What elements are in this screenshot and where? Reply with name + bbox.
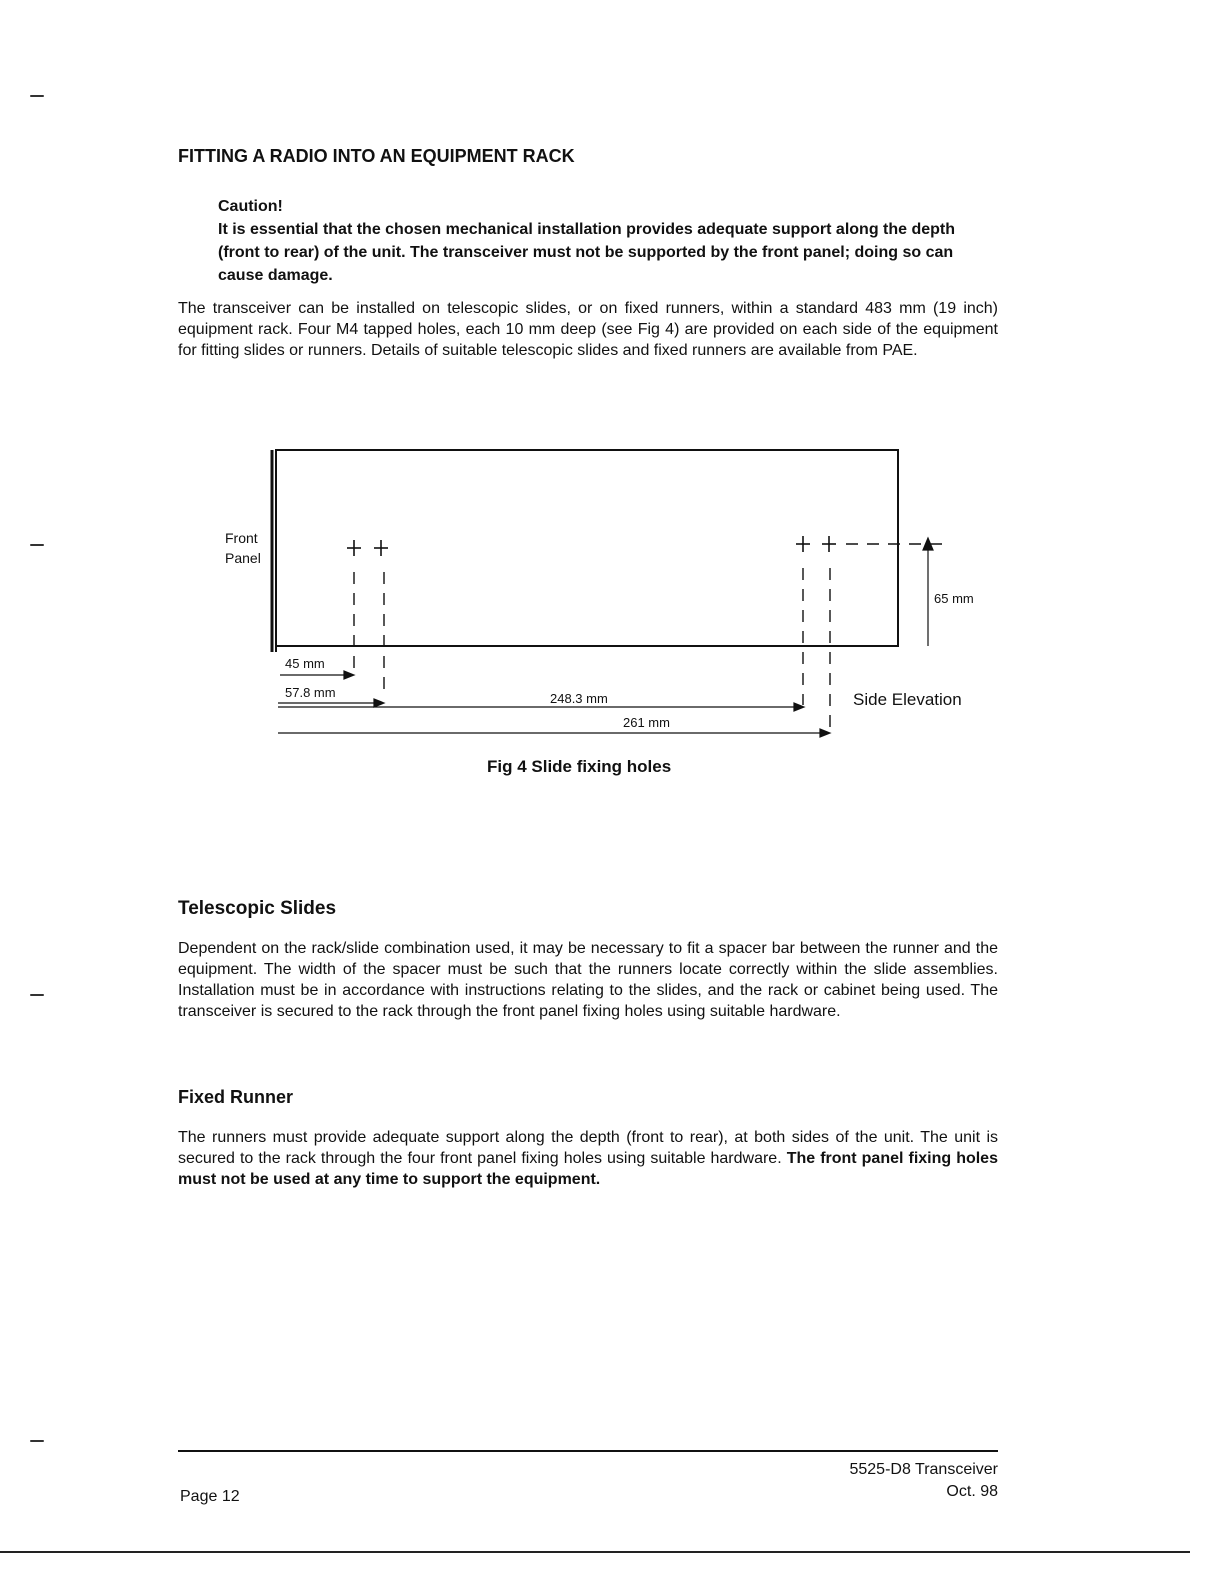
slide-fixing-diagram (0, 430, 1224, 790)
front-label: Front (225, 530, 258, 546)
dim-label-65: 65 mm (934, 591, 974, 606)
fixed-runner-paragraph (178, 1127, 998, 1190)
scan-mark (30, 994, 44, 996)
footer-page: Page 12 (180, 1488, 240, 1505)
scan-mark (30, 95, 44, 97)
side-elevation-label: Side Elevation (853, 690, 962, 709)
dim-label-578: 57.8 mm (285, 685, 336, 700)
fixing-hole-4 (822, 536, 836, 552)
figure-caption: Fig 4 Slide fixing holes (487, 757, 672, 776)
scan-bottom-edge (0, 1551, 1190, 1553)
page-title: FITTING A RADIO INTO AN EQUIPMENT RACK (178, 146, 575, 166)
dim-label-261: 261 mm (623, 715, 670, 730)
intro-paragraph: The transceiver can be installed on telescopic slides, or on fixed runners, within a standard 483 mm (19 inch) equipment rack. Four M4 tapped holes, each 10 mm deep (see Fig 4) are provided on each side of the equipment for fitting slides or runners. Details of suitable telescopic slides and fixed runners are available from PAE. (178, 300, 998, 359)
dim-arrow-261 (820, 729, 830, 737)
footer-rule (178, 1450, 998, 1452)
dim-arrow-45 (344, 671, 354, 679)
dim-label-2483: 248.3 mm (550, 691, 608, 706)
panel-label: Panel (225, 550, 261, 566)
footer-date: Oct. 98 (946, 1483, 998, 1500)
fixing-hole-1 (347, 540, 361, 556)
footer-product: 5525-D8 Transceiver (849, 1461, 998, 1478)
fixed-runner-text: The runners must provide adequate support along the depth (front to rear), at both sides of the unit. The unit is secured to the rack through the four front panel fixing holes using suitable hardware. (178, 1129, 998, 1167)
caution-text: It is essential that the chosen mechanical installation provides adequate support along the depth (front to rear) of the unit. The transceiver must not be supported by the front panel; doing so can cause damage. (218, 221, 956, 284)
telescopic-heading: Telescopic Slides (178, 898, 337, 919)
fixing-hole-3 (796, 536, 810, 552)
fixed-runner-heading: Fixed Runner (178, 1087, 294, 1107)
caution-block (218, 195, 998, 287)
telescopic-paragraph: Dependent on the rack/slide combination used, it may be necessary to fit a spacer bar between the runner and the equipment. The width of the spacer must be such that the runners locate correctly within the slide assemblies. Installation must be in accordance with instructions relating to the slides, and the rack or cabinet being used. The transceiver is secured to the rack through the front panel fixing holes using suitable hardware. (178, 940, 998, 1020)
caution-label: Caution! (218, 198, 283, 215)
dim-label-45: 45 mm (285, 656, 325, 671)
fixed-runner-warning: The front panel fixing holes must not be used at any time to support the equipment. (178, 1150, 998, 1188)
fixing-hole-2 (374, 540, 388, 556)
unit-outline (276, 450, 898, 646)
dim-arrow-578 (374, 699, 384, 707)
scan-mark (30, 1440, 44, 1442)
